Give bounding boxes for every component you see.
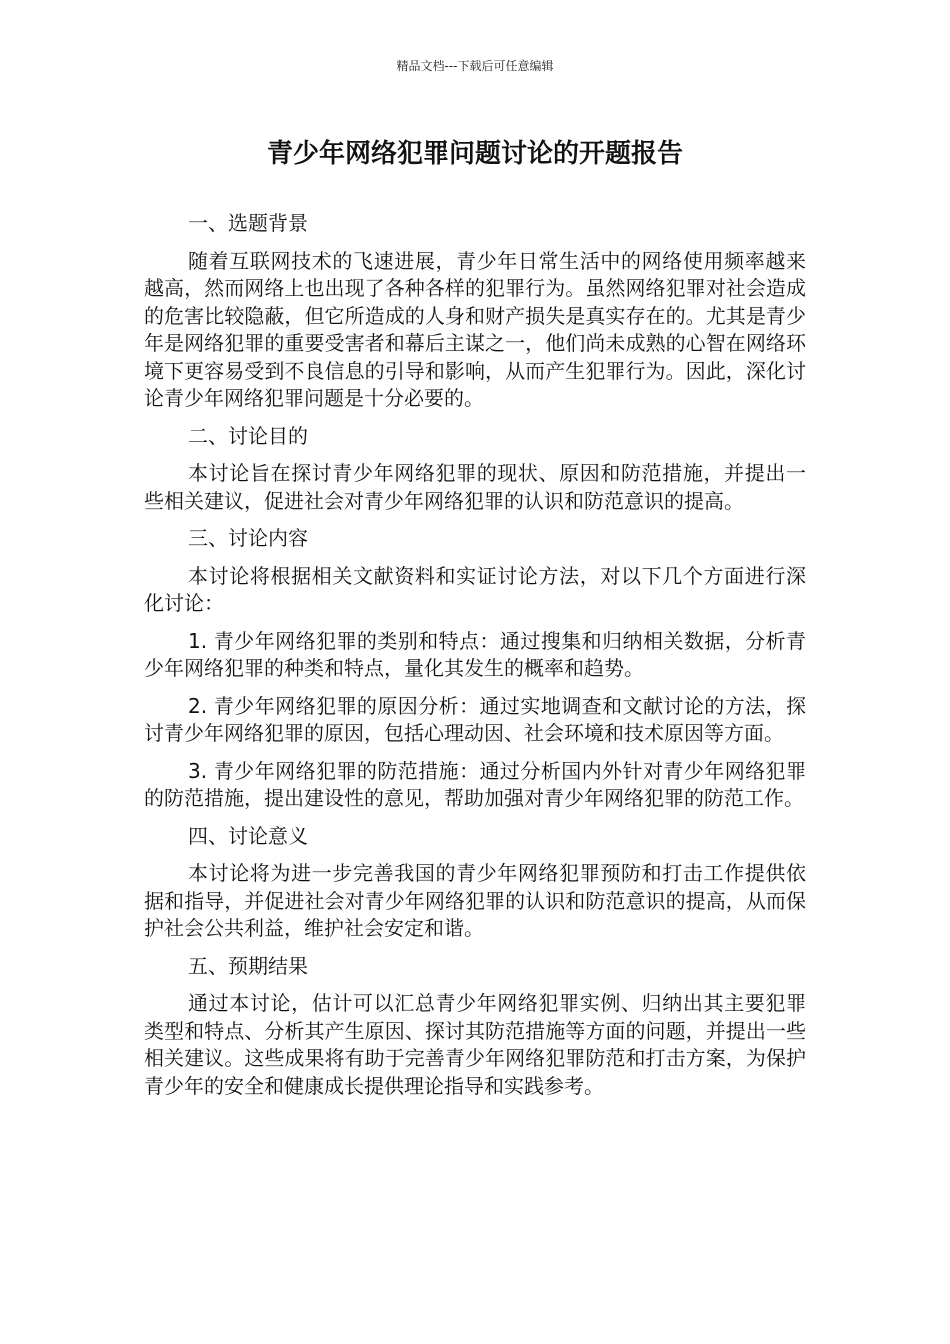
paragraph-purpose: 本讨论旨在探讨青少年网络犯罪的现状、原因和防范措施，并提出一些相关建议，促进社会对青少年网络犯罪的认识和防范意识的提高。 <box>144 461 806 513</box>
list-item-types: 1. 青少年网络犯罪的类别和特点：通过搜集和归纳相关数据，分析青少年网络犯罪的种类和特点，量化其发生的概率和趋势。 <box>144 628 806 680</box>
paragraph-significance: 本讨论将为进一步完善我国的青少年网络犯罪预防和打击工作提供依据和指导，并促进社会对青少年网络犯罪的认识和防范意识的提高，从而保护社会公共利益，维护社会安定和谐。 <box>144 861 806 940</box>
list-item-prevention: 3. 青少年网络犯罪的防范措施：通过分析国内外针对青少年网络犯罪的防范措施，提出建设性的意见，帮助加强对青少年网络犯罪的防范工作。 <box>144 758 806 810</box>
section-heading-content: 三、讨论内容 <box>188 526 308 550</box>
section-heading-expected-results: 五、预期结果 <box>188 953 308 978</box>
paragraph-expected-results: 通过本讨论，估计可以汇总青少年网络犯罪实例、归纳出其主要犯罪类型和特点、分析其产生原因、探讨其防范措施等方面的问题，并提出一些相关建议。这些成果将有助于完善青少年网络犯罪防范和打击方案，为保护青少年的安全和健康成长提供理论指导和实践参考。 <box>144 991 806 1098</box>
paragraph-content-intro: 本讨论将根据相关文献资料和实证讨论方法，对以下几个方面进行深化讨论： <box>144 563 806 615</box>
section-heading-significance: 四、讨论意义 <box>188 823 308 848</box>
section-heading-background: 一、选题背景 <box>188 211 308 235</box>
page-header-note: 精品文档---下载后可任意编辑 <box>396 59 554 73</box>
paragraph-background: 随着互联网技术的飞速进展，青少年日常生活中的网络使用频率越来越高，然而网络上也出现了各种各样的犯罪行为。虽然网络犯罪对社会造成的危害比较隐蔽，但它所造成的人身和财产损失是真实存在的。尤其是青少年是网络犯罪的重要受害者和幕后主谋之一，他们尚未成熟的心智在网络环境下更容易受到不良信息的引导和影响，从而产生犯罪行为。因此，深化讨论青少年网络犯罪问题是十分必要的。 <box>144 248 806 410</box>
document-body <box>144 210 806 1100</box>
document-title: 青少年网络犯罪问题讨论的开题报告 <box>266 139 683 169</box>
section-heading-purpose: 二、讨论目的 <box>188 423 308 448</box>
list-item-causes: 2. 青少年网络犯罪的原因分析：通过实地调查和文献讨论的方法，探讨青少年网络犯罪的原因，包括心理动因、社会环境和技术原因等方面。 <box>144 693 806 745</box>
